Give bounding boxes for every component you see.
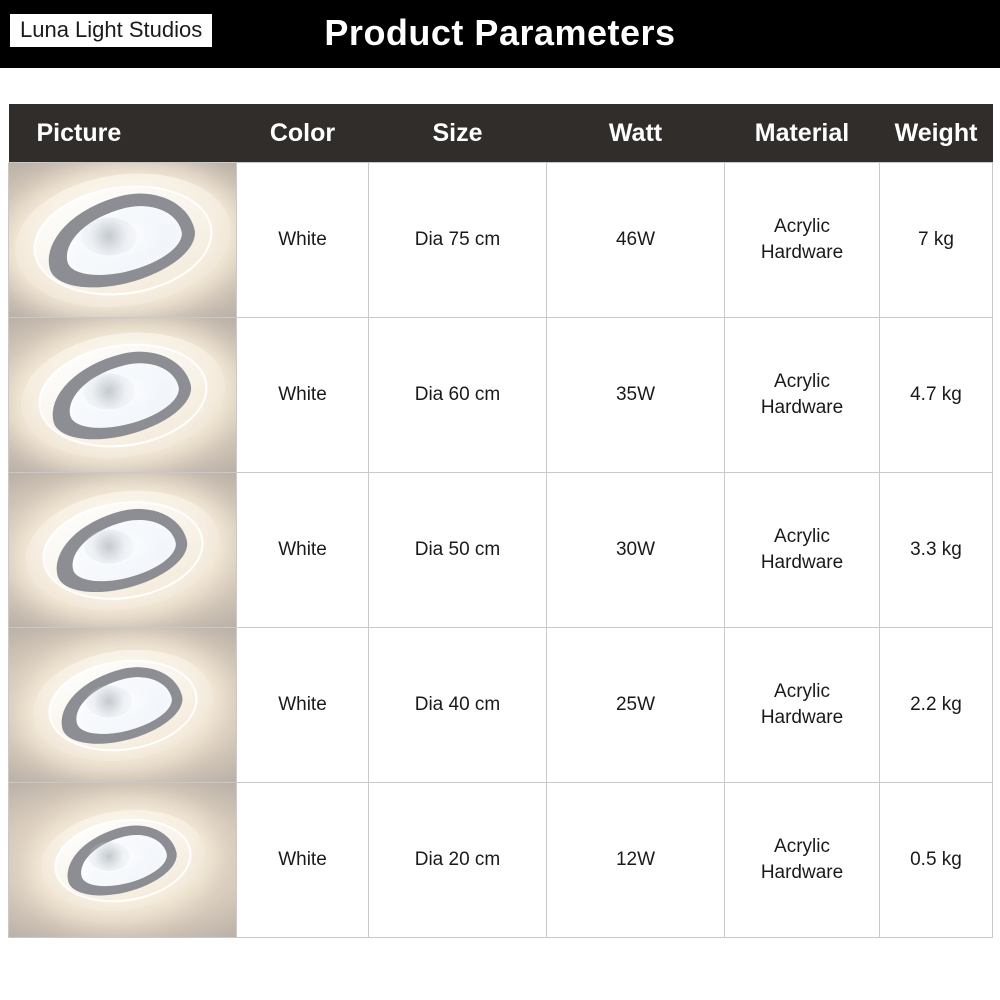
column-header-weight: Weight: [880, 104, 993, 163]
cell-size: Dia 40 cm: [369, 628, 547, 783]
cell-size: Dia 20 cm: [369, 783, 547, 938]
cell-weight: 4.7 kg: [880, 318, 993, 473]
product-image-cell: [9, 163, 237, 318]
column-header-color: Color: [237, 104, 369, 163]
product-image-cell: [9, 473, 237, 628]
cell-watt: 25W: [547, 628, 725, 783]
table-row: [9, 628, 993, 783]
parameters-table-container: [0, 68, 1000, 938]
column-header-watt: Watt: [547, 104, 725, 163]
ceiling-lamp-photo: [9, 163, 236, 317]
cell-material: Acrylic Hardware: [725, 473, 880, 628]
product-image-cell: [9, 783, 237, 938]
column-header-picture: Picture: [9, 104, 237, 163]
ceiling-lamp-photo: [9, 318, 236, 472]
table-header-row: [9, 104, 993, 163]
product-image-cell: [9, 318, 237, 473]
product-image-cell: [9, 628, 237, 783]
cell-weight: 7 kg: [880, 163, 993, 318]
cell-color: White: [237, 163, 369, 318]
ceiling-lamp-photo: [9, 783, 236, 937]
column-header-material: Material: [725, 104, 880, 163]
column-header-size: Size: [369, 104, 547, 163]
cell-color: White: [237, 628, 369, 783]
cell-color: White: [237, 473, 369, 628]
cell-watt: 35W: [547, 318, 725, 473]
product-parameters-table: [8, 104, 993, 938]
table-row: [9, 783, 993, 938]
table-row: [9, 473, 993, 628]
ceiling-lamp-photo: [9, 628, 236, 782]
cell-material: Acrylic Hardware: [725, 628, 880, 783]
cell-size: Dia 75 cm: [369, 163, 547, 318]
cell-weight: 3.3 kg: [880, 473, 993, 628]
cell-size: Dia 60 cm: [369, 318, 547, 473]
cell-watt: 46W: [547, 163, 725, 318]
cell-watt: 12W: [547, 783, 725, 938]
cell-weight: 0.5 kg: [880, 783, 993, 938]
cell-weight: 2.2 kg: [880, 628, 993, 783]
ceiling-lamp-photo: [9, 473, 236, 627]
cell-material: Acrylic Hardware: [725, 163, 880, 318]
page-banner: [0, 0, 1000, 68]
table-row: [9, 163, 993, 318]
table-body: [9, 163, 993, 938]
cell-size: Dia 50 cm: [369, 473, 547, 628]
cell-color: White: [237, 783, 369, 938]
brand-badge: Luna Light Studios: [10, 14, 212, 47]
cell-watt: 30W: [547, 473, 725, 628]
cell-material: Acrylic Hardware: [725, 318, 880, 473]
page-title: Product Parameters: [324, 12, 676, 53]
table-row: [9, 318, 993, 473]
cell-material: Acrylic Hardware: [725, 783, 880, 938]
cell-color: White: [237, 318, 369, 473]
